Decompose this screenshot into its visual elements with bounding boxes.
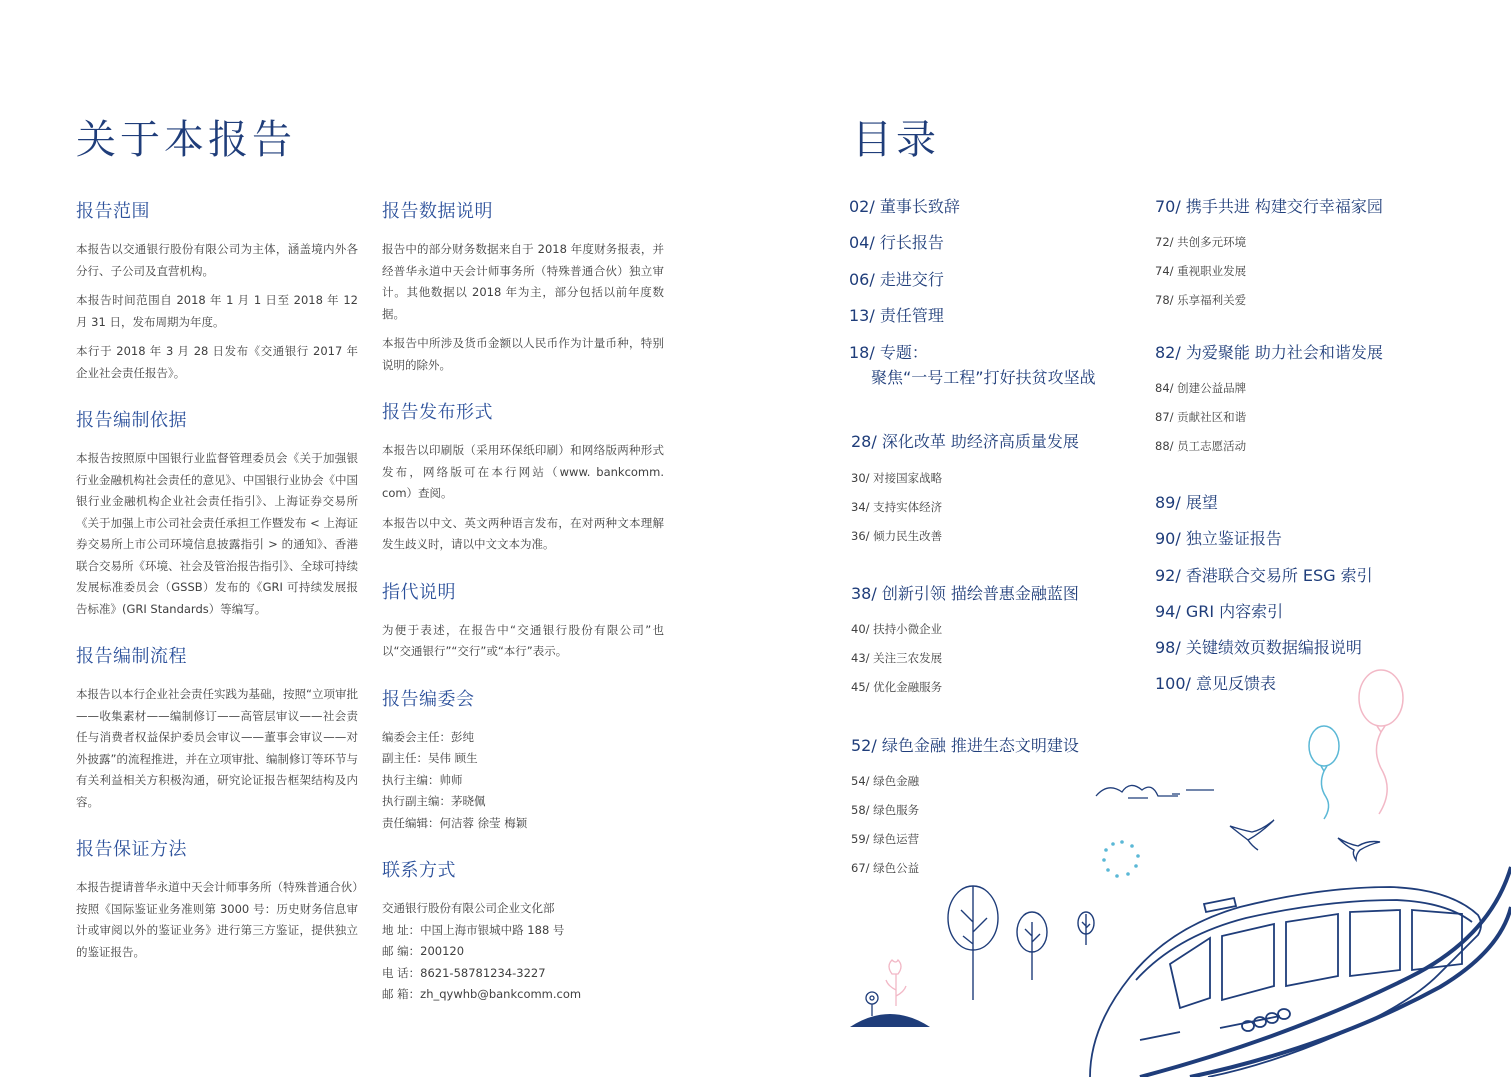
paragraph: 本行于 2018 年 3 月 28 日发布《交通银行 2017 年企业社会责任报告》。 bbox=[76, 344, 358, 380]
section-heading: 报告发布形式 bbox=[382, 402, 493, 423]
train-icon bbox=[1090, 887, 1481, 1077]
paragraph: 本报告时间范围自 2018 年 1 月 1 日至 2018 年 12 月 31 日，发布周期为年度。 bbox=[76, 293, 358, 329]
flower-icon bbox=[866, 992, 878, 1016]
paragraph: 本报告按照原中国银行业监督管理委员会《关于加强银行业金融机构社会责任的意见》、中国银行业协会《中国银行业金融机构企业社会责任指引》、上海证券交易所《关于加强上市公司社会责任承担工作暨发布 < 上海证券交易所上市公司环境信息披露指引 > 的通知》、香港联合交易所《环境、社会及管治报告指引》、全球可持续发展标准委员会（GSSB）发布的《GRI 可持续发展报告标准》(GRI Standards）等编写。 bbox=[76, 451, 358, 616]
toc-subentry[interactable]: 58/ 绿色服务 bbox=[851, 803, 920, 817]
paragraph: 本报告以本行企业社会责任实践为基础，按照“立项审批——收集素材——编制修订——高管层审议——社会责任与消费者权益保护委员会审议——董事会审议——对外披露”的流程推进，并在立项审批、编制修订等环节与有关利益相关方积极沟通，研究论证报告框架结构及内容。 bbox=[76, 687, 358, 809]
toc-entry[interactable]: 52/ 绿色金融 推进生态文明建设 bbox=[851, 736, 1079, 755]
train-landscape-illustration bbox=[840, 660, 1511, 1077]
contact-line: 交通银行股份有限公司企业文化部 bbox=[382, 901, 555, 915]
section-heading: 报告范围 bbox=[76, 201, 150, 222]
toc-entry[interactable]: 02/ 董事长致辞 bbox=[849, 197, 960, 216]
toc-entry[interactable]: 90/ 独立鉴证报告 bbox=[1155, 529, 1282, 548]
toc-subentry[interactable]: 87/ 贡献社区和谐 bbox=[1155, 410, 1247, 424]
tree-icon bbox=[1017, 912, 1047, 980]
hill-shape bbox=[850, 1014, 930, 1027]
committee-line: 执行主编：帅师 bbox=[382, 772, 463, 787]
toc-subentry[interactable]: 34/ 支持实体经济 bbox=[851, 500, 943, 514]
toc-entry[interactable]: 04/ 行长报告 bbox=[849, 233, 944, 252]
toc-subentry[interactable]: 88/ 员工志愿活动 bbox=[1155, 439, 1247, 453]
paragraph: 报告中的部分财务数据来自于 2018 年度财务报表，并经普华永道中天会计师事务所（特殊普通合伙）独立审计。其他数据以 2018 年为主，部分包括以前年度数据。 bbox=[382, 242, 664, 321]
toc-subentry[interactable]: 72/ 共创多元环境 bbox=[1155, 235, 1247, 249]
toc-entry[interactable]: 13/ 责任管理 bbox=[849, 306, 944, 325]
toc-entry[interactable]: 70/ 携手共进 构建交行幸福家园 bbox=[1155, 197, 1383, 216]
paragraph: 本报告中所涉及货币金额以人民币作为计量币种，特别说明的除外。 bbox=[382, 336, 664, 372]
toc-entry-special[interactable]: 18/ 专题： bbox=[849, 343, 928, 362]
tree-icon bbox=[1078, 912, 1094, 945]
section-heading: 联系方式 bbox=[382, 860, 456, 881]
section-contact bbox=[382, 856, 664, 1006]
section-heading: 报告编委会 bbox=[382, 688, 475, 710]
page-title: 关于本报告 bbox=[76, 117, 296, 163]
section-reference bbox=[382, 578, 664, 663]
paragraph: 本报告以中文、英文两种语言发布，在对两种文本理解发生歧义时，请以中文文本为准。 bbox=[382, 515, 664, 551]
paragraph: 本报告以交通银行股份有限公司为主体，涵盖境内外各分行、子公司及直营机构。 bbox=[76, 242, 358, 278]
committee-line: 编委会主任：彭纯 bbox=[382, 729, 474, 744]
section-committee bbox=[382, 685, 664, 835]
section-process bbox=[76, 642, 358, 813]
paragraph: 本报告以印刷版（采用环保纸印刷）和网络版两种形式发布，网络版可在本行网站（www. bankcomm. com）查阅。 bbox=[382, 443, 664, 500]
toc-entry[interactable]: 28/ 深化改革 助经济高质量发展 bbox=[851, 432, 1079, 451]
section-format bbox=[382, 398, 664, 556]
toc-subentry[interactable]: 45/ 优化金融服务 bbox=[851, 680, 943, 694]
paragraph: 为便于表述，在报告中“交通银行股份有限公司”也以“交通银行”“交行”或“本行”表示。 bbox=[382, 622, 664, 658]
toc-entry[interactable]: 92/ 香港联合交易所 ESG 索引 bbox=[1155, 566, 1373, 585]
toc-subentry[interactable]: 30/ 对接国家战略 bbox=[851, 471, 943, 485]
toc-title: 目录 bbox=[852, 117, 940, 163]
section-heading: 报告编制流程 bbox=[76, 646, 187, 667]
toc-entry[interactable]: 94/ GRI 内容索引 bbox=[1155, 602, 1284, 621]
section-heading: 指代说明 bbox=[382, 581, 456, 603]
section-heading: 报告保证方法 bbox=[76, 839, 187, 860]
toc-entry[interactable]: 100/ 意见反馈表 bbox=[1155, 674, 1277, 693]
toc-subentry[interactable]: 67/ 绿色公益 bbox=[851, 861, 920, 875]
toc-subentry[interactable]: 74/ 重视职业发展 bbox=[1155, 264, 1247, 278]
section-assurance bbox=[76, 835, 358, 963]
toc-entry[interactable]: 06/ 走进交行 bbox=[849, 270, 944, 289]
toc-subentry[interactable]: 84/ 创建公益品牌 bbox=[1155, 381, 1247, 395]
bird-icon bbox=[1230, 820, 1274, 850]
bird-icon bbox=[1338, 838, 1380, 860]
flower-icon bbox=[886, 960, 906, 1006]
dotted-circle-icon bbox=[1102, 840, 1140, 878]
toc-column-2 bbox=[1155, 194, 1455, 704]
toc-entry[interactable]: 82/ 为爱聚能 助力社会和谐发展 bbox=[1155, 343, 1383, 362]
cloud-icon bbox=[1096, 785, 1214, 798]
tree-icon bbox=[948, 886, 998, 1000]
left-column-1 bbox=[76, 197, 358, 981]
contact-line: 电 话：8621-58781234-3227 bbox=[382, 965, 546, 980]
section-data bbox=[382, 197, 664, 376]
toc-subentry[interactable]: 59/ 绿色运营 bbox=[851, 832, 920, 846]
toc-entry[interactable]: 38/ 创新引领 描绘普惠金融蓝图 bbox=[851, 584, 1079, 603]
railway-tracks bbox=[1140, 867, 1511, 1077]
toc-subentry[interactable]: 43/ 关注三农发展 bbox=[851, 651, 943, 665]
left-column-2 bbox=[382, 197, 664, 1024]
contact-line: 邮 编：200120 bbox=[382, 944, 465, 958]
contact-line: 地 址：中国上海市银城中路 188 号 bbox=[382, 922, 565, 937]
committee-line: 执行副主编：茅晓佩 bbox=[382, 794, 486, 808]
paragraph: 本报告提请普华永道中天会计师事务所（特殊普通合伙）按照《国际鉴证业务准则第 3000 号：历史财务信息审计或审阅以外的鉴证业务》进行第三方鉴证，提供独立的鉴证报告。 bbox=[76, 880, 358, 959]
section-basis bbox=[76, 406, 358, 620]
toc-sublist bbox=[851, 464, 942, 551]
pink-balloon-icon bbox=[1359, 670, 1403, 814]
toc-sublist bbox=[1155, 374, 1246, 461]
section-scope bbox=[76, 197, 358, 384]
committee-line: 责任编辑：何洁蓉 徐莹 梅颖 bbox=[382, 815, 528, 830]
toc-sublist bbox=[1155, 228, 1246, 315]
contact-email[interactable]: 邮 箱：zh_qywhb@bankcomm.com bbox=[382, 987, 582, 1001]
toc-subentry[interactable]: 36/ 倾力民生改善 bbox=[851, 529, 943, 543]
section-heading: 报告数据说明 bbox=[382, 201, 493, 222]
section-heading: 报告编制依据 bbox=[76, 410, 187, 431]
toc-entry[interactable]: 89/ 展望 bbox=[1155, 493, 1218, 512]
toc-subentry[interactable]: 40/ 扶持小微企业 bbox=[851, 622, 943, 636]
toc-entry[interactable]: 98/ 关键绩效页数据编报说明 bbox=[1155, 638, 1362, 657]
toc-subentry[interactable]: 78/ 乐享福利关爱 bbox=[1155, 293, 1247, 307]
toc-subentry[interactable]: 54/ 绿色金融 bbox=[851, 774, 920, 788]
committee-line: 副主任：吴伟 顾生 bbox=[382, 751, 478, 765]
blue-balloon-icon bbox=[1309, 726, 1339, 819]
toc-entry-special-subtitle[interactable]: 聚焦“一号工程”打好扶贫攻坚战 bbox=[871, 368, 1096, 387]
